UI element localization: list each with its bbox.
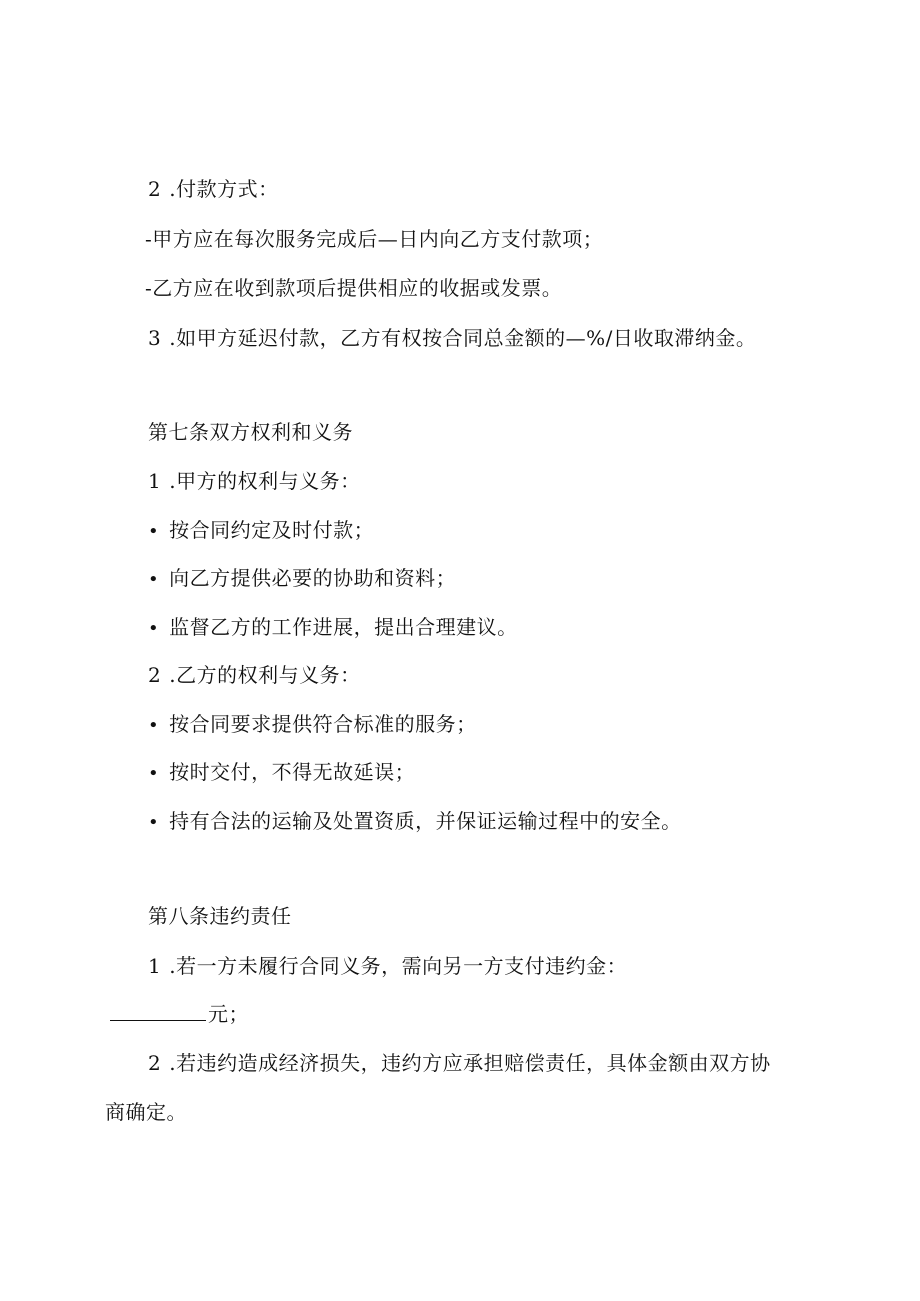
item-text: 元；	[208, 1002, 249, 1026]
section-7-title: 第七条双方权利和义务	[148, 420, 353, 444]
item-text: .如甲方延迟付款，乙方有权按合同总金额的—%/日收取滞纳金。	[169, 326, 757, 350]
party-b-item-1	[148, 710, 477, 740]
bullet-icon: •	[148, 618, 160, 639]
item-text: .若违约造成经济损失，违约方应承担赔偿责任，具体金额由双方协	[169, 1051, 771, 1075]
item-number: 2	[148, 177, 162, 201]
late-payment-clause	[148, 324, 756, 352]
item-text: 向乙方提供必要的协助和资料；	[169, 566, 457, 590]
bullet-icon: •	[148, 812, 160, 833]
bullet-icon: •	[148, 715, 160, 736]
item-number: 3	[148, 326, 162, 350]
item-number: 2	[148, 1051, 162, 1075]
item-number: 1	[148, 469, 162, 493]
party-b-item-3	[148, 807, 682, 837]
party-b-heading	[148, 661, 361, 689]
item-text: 监督乙方的工作进展，提出合理建议。	[169, 615, 518, 639]
item-text: .若一方未履行合同义务，需向另一方支付违约金：	[169, 954, 628, 978]
party-b-item-2	[148, 758, 415, 788]
payment-method-heading	[148, 175, 279, 203]
party-a-item-1	[148, 516, 374, 546]
payment-dash-item-1: -甲方应在每次服务完成后—日内向乙方支付款项；	[145, 227, 604, 251]
bullet-icon: •	[148, 763, 160, 784]
party-a-item-3	[148, 613, 518, 643]
section-8-title: 第八条违约责任	[148, 904, 292, 928]
bullet-icon: •	[148, 521, 160, 542]
amount-blank-line	[110, 1002, 206, 1021]
item-text: 按合同要求提供符合标准的服务；	[169, 712, 477, 736]
item-text: 按时交付，不得无故延误；	[169, 760, 416, 784]
liquidated-damages-clause	[148, 952, 627, 980]
item-text: .甲方的权利与义务：	[169, 469, 361, 493]
item-text: .付款方式：	[169, 177, 279, 201]
item-text: 持有合法的运输及处置资质，并保证运输过程中的安全。	[169, 809, 682, 833]
payment-dash-item-2: -乙方应在收到款项后提供相应的收据或发票。	[145, 276, 563, 300]
item-number: 2	[148, 663, 162, 687]
liquidated-damages-amount	[110, 1000, 249, 1028]
item-text: .乙方的权利与义务：	[169, 663, 361, 687]
item-number: 1	[148, 954, 162, 978]
bullet-icon: •	[148, 569, 160, 590]
party-a-heading	[148, 467, 361, 495]
compensation-clause	[148, 1049, 771, 1077]
compensation-clause-continued: 商确定。	[105, 1100, 187, 1124]
party-a-item-2	[148, 564, 456, 594]
item-text: 按合同约定及时付款；	[169, 518, 375, 542]
